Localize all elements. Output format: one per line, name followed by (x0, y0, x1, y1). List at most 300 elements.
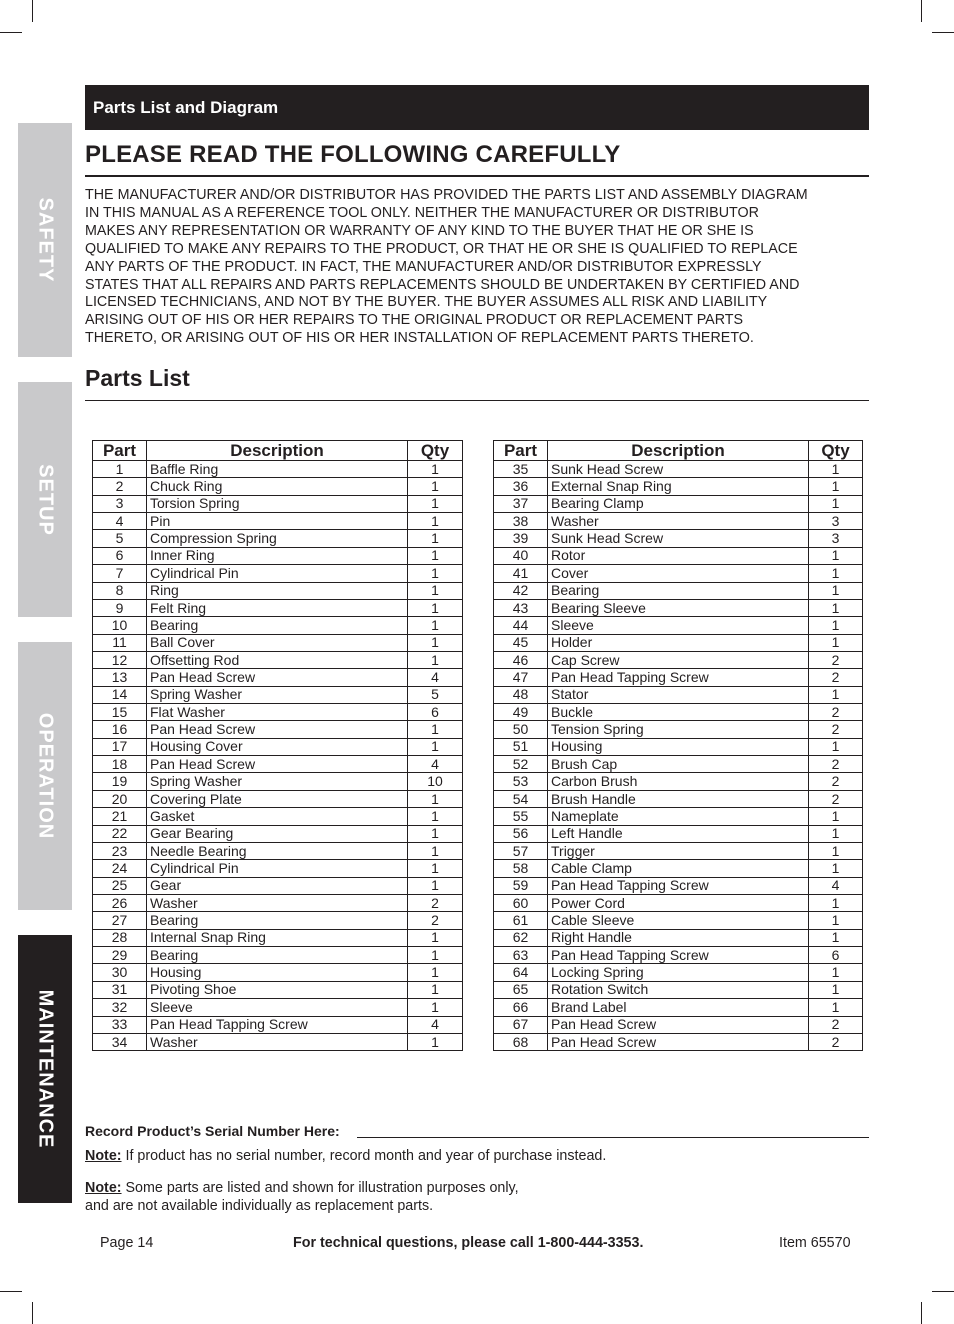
description-cell: Housing (147, 964, 408, 981)
table-row (494, 582, 863, 599)
description-cell: Pivoting Shoe (147, 981, 408, 998)
part-number-cell: 30 (93, 964, 147, 981)
qty-cell: 1 (408, 964, 463, 981)
description-cell: Internal Snap Ring (147, 929, 408, 946)
disclaimer-line: LICENSED TECHNICIANS, AND NOT BY THE BUYER. THE BUYER ASSUMES ALL RISK AND LIABILITY (85, 294, 768, 311)
description-cell: Housing Cover (147, 738, 408, 755)
table-row (93, 773, 463, 790)
table-row (93, 894, 463, 911)
table-row (93, 721, 463, 738)
qty-cell: 1 (809, 999, 863, 1016)
qty-cell: 2 (809, 756, 863, 773)
part-number-cell: 8 (93, 582, 147, 599)
table-row (494, 547, 863, 564)
qty-cell: 1 (408, 1033, 463, 1050)
part-number-cell: 57 (494, 842, 548, 859)
description-cell: Gasket (147, 808, 408, 825)
description-cell: Power Cord (548, 894, 809, 911)
description-cell: Rotor (548, 547, 809, 564)
disclaimer-line: ANY PARTS OF THE PRODUCT. IN FACT, THE MANUFACTURER AND/OR DISTRIBUTOR EXPRESSLY (85, 258, 762, 275)
part-number-cell: 67 (494, 1016, 548, 1033)
qty-cell: 1 (408, 981, 463, 998)
disclaimer-line: THERETO, OR ARISING OUT OF HIS OR HER INSTALLATION OF REPLACEMENT PARTS THERETO. (85, 330, 754, 347)
description-cell: Pin (147, 513, 408, 530)
description-cell: Flat Washer (147, 704, 408, 721)
part-number-cell: 43 (494, 599, 548, 616)
part-number-cell: 1 (93, 461, 147, 478)
tab-operation[interactable] (18, 642, 72, 910)
part-number-cell: 52 (494, 756, 548, 773)
table-row (494, 738, 863, 755)
part-number-cell: 48 (494, 686, 548, 703)
table-row (494, 651, 863, 668)
table-row (93, 617, 463, 634)
description-cell: Gear (147, 877, 408, 894)
parts-list-heading: Parts List (85, 365, 190, 391)
table-row (93, 842, 463, 859)
part-number-cell: 40 (494, 547, 548, 564)
part-number-cell: 64 (494, 964, 548, 981)
column-header-qty: Qty (809, 441, 863, 461)
table-row (93, 964, 463, 981)
description-cell: Covering Plate (147, 790, 408, 807)
part-number-cell: 29 (93, 947, 147, 964)
table-row (494, 495, 863, 512)
table-row (494, 1016, 863, 1033)
qty-cell: 1 (408, 651, 463, 668)
tab-operation-label: OPERATION (34, 712, 57, 840)
note-illustration (85, 1180, 519, 1215)
crop-mark (0, 32, 22, 33)
description-cell: Sleeve (548, 617, 809, 634)
qty-cell: 1 (408, 565, 463, 582)
part-number-cell: 38 (494, 513, 548, 530)
part-number-cell: 32 (93, 999, 147, 1016)
description-cell: Holder (548, 634, 809, 651)
tab-maintenance-label: MAINTENANCE (34, 989, 57, 1149)
part-number-cell: 25 (93, 877, 147, 894)
description-cell: Bearing (147, 947, 408, 964)
description-cell: Stator (548, 686, 809, 703)
qty-cell: 2 (809, 704, 863, 721)
table-row (494, 825, 863, 842)
description-cell: Pan Head Screw (147, 669, 408, 686)
table-row (93, 495, 463, 512)
table-row (494, 513, 863, 530)
description-cell: Pan Head Tapping Screw (548, 669, 809, 686)
part-number-cell: 46 (494, 651, 548, 668)
description-cell: Baffle Ring (147, 461, 408, 478)
note-label: Note: (85, 1148, 122, 1164)
description-cell: Bearing (548, 582, 809, 599)
column-header-description: Description (147, 441, 408, 461)
description-cell: Trigger (548, 842, 809, 859)
part-number-cell: 65 (494, 981, 548, 998)
part-number-cell: 41 (494, 565, 548, 582)
part-number-cell: 49 (494, 704, 548, 721)
qty-cell: 1 (408, 513, 463, 530)
qty-cell: 1 (809, 617, 863, 634)
table-row (93, 634, 463, 651)
qty-cell: 1 (809, 495, 863, 512)
part-number-cell: 39 (494, 530, 548, 547)
qty-cell: 1 (408, 634, 463, 651)
column-header-description: Description (548, 441, 809, 461)
table-row (93, 565, 463, 582)
description-cell: Felt Ring (147, 599, 408, 616)
description-cell: Ring (147, 582, 408, 599)
qty-cell: 3 (809, 530, 863, 547)
part-number-cell: 28 (93, 929, 147, 946)
qty-cell: 2 (809, 773, 863, 790)
qty-cell: 1 (408, 599, 463, 616)
table-row (494, 686, 863, 703)
part-number-cell: 3 (93, 495, 147, 512)
description-cell: Bearing Clamp (548, 495, 809, 512)
description-cell: Rotation Switch (548, 981, 809, 998)
part-number-cell: 24 (93, 860, 147, 877)
section-header-title: Parts List and Diagram (93, 98, 279, 117)
part-number-cell: 21 (93, 808, 147, 825)
qty-cell: 4 (809, 877, 863, 894)
description-cell: Pan Head Screw (548, 1016, 809, 1033)
part-number-cell: 12 (93, 651, 147, 668)
qty-cell: 4 (408, 1016, 463, 1033)
part-number-cell: 60 (494, 894, 548, 911)
description-cell: Pan Head Tapping Screw (548, 877, 809, 894)
part-number-cell: 18 (93, 756, 147, 773)
part-number-cell: 23 (93, 842, 147, 859)
table-row (93, 686, 463, 703)
table-row (93, 478, 463, 495)
part-number-cell: 7 (93, 565, 147, 582)
part-number-cell: 2 (93, 478, 147, 495)
table-row (93, 825, 463, 842)
part-number-cell: 14 (93, 686, 147, 703)
qty-cell: 1 (809, 825, 863, 842)
note-text: If product has no serial number, record month and year of purchase instead. (121, 1148, 607, 1164)
description-cell: Cylindrical Pin (147, 565, 408, 582)
table-row (494, 860, 863, 877)
disclaimer-line: MAKES ANY REPRESENTATION OR WARRANTY OF ANY KIND TO THE BUYER THAT HE OR SHE IS (85, 222, 754, 239)
part-number-cell: 36 (494, 478, 548, 495)
description-cell: Gear Bearing (147, 825, 408, 842)
qty-cell: 1 (809, 686, 863, 703)
note-text: and are not available individually as replacement parts. (85, 1197, 434, 1214)
qty-cell: 2 (408, 912, 463, 929)
table-row (93, 860, 463, 877)
description-cell: Cap Screw (548, 651, 809, 668)
crop-mark (932, 32, 954, 33)
qty-cell: 2 (809, 1016, 863, 1033)
crop-mark (32, 0, 33, 22)
column-header-part: Part (494, 441, 548, 461)
part-number-cell: 56 (494, 825, 548, 842)
qty-cell: 1 (408, 495, 463, 512)
note-text: Some parts are listed and shown for illustration purposes only, (121, 1180, 519, 1196)
table-row (93, 530, 463, 547)
disclaimer-text (85, 187, 869, 348)
table-row (494, 894, 863, 911)
tab-setup-label: SETUP (34, 463, 57, 536)
part-number-cell: 15 (93, 704, 147, 721)
qty-cell: 2 (809, 669, 863, 686)
table-row (494, 669, 863, 686)
part-number-cell: 34 (93, 1033, 147, 1050)
qty-cell: 1 (809, 981, 863, 998)
part-number-cell: 6 (93, 547, 147, 564)
qty-cell: 1 (809, 582, 863, 599)
part-number-cell: 53 (494, 773, 548, 790)
qty-cell: 2 (809, 721, 863, 738)
parts-table-left (92, 440, 463, 1051)
description-cell: Needle Bearing (147, 842, 408, 859)
tab-setup[interactable] (18, 382, 72, 617)
part-number-cell: 61 (494, 912, 548, 929)
column-header-qty: Qty (408, 441, 463, 461)
part-number-cell: 62 (494, 929, 548, 946)
tab-maintenance[interactable] (18, 935, 72, 1203)
table-row (494, 721, 863, 738)
qty-cell: 1 (408, 877, 463, 894)
description-cell: Bearing Sleeve (548, 599, 809, 616)
table-row (93, 738, 463, 755)
part-number-cell: 27 (93, 912, 147, 929)
part-number-cell: 11 (93, 634, 147, 651)
qty-cell: 1 (809, 634, 863, 651)
part-number-cell: 42 (494, 582, 548, 599)
part-number-cell: 59 (494, 877, 548, 894)
table-row (494, 842, 863, 859)
crop-mark (0, 1291, 22, 1292)
qty-cell: 1 (408, 842, 463, 859)
qty-cell: 1 (408, 582, 463, 599)
qty-cell: 4 (408, 669, 463, 686)
description-cell: Chuck Ring (147, 478, 408, 495)
description-cell: Housing (548, 738, 809, 755)
part-number-cell: 17 (93, 738, 147, 755)
table-row (93, 912, 463, 929)
description-cell: Brush Cap (548, 756, 809, 773)
part-number-cell: 37 (494, 495, 548, 512)
description-cell: Locking Spring (548, 964, 809, 981)
table-row (93, 582, 463, 599)
part-number-cell: 9 (93, 599, 147, 616)
table-row (494, 981, 863, 998)
qty-cell: 1 (408, 738, 463, 755)
part-number-cell: 4 (93, 513, 147, 530)
description-cell: Cable Clamp (548, 860, 809, 877)
tab-safety-label: SAFETY (34, 197, 57, 283)
qty-cell: 3 (809, 513, 863, 530)
table-row (93, 790, 463, 807)
qty-cell: 1 (809, 461, 863, 478)
part-number-cell: 58 (494, 860, 548, 877)
description-cell: Cover (548, 565, 809, 582)
table-row (494, 947, 863, 964)
part-number-cell: 26 (93, 894, 147, 911)
table-row (494, 790, 863, 807)
table-row (494, 877, 863, 894)
qty-cell: 10 (408, 773, 463, 790)
table-row (93, 981, 463, 998)
qty-cell: 5 (408, 686, 463, 703)
qty-cell: 1 (809, 565, 863, 582)
qty-cell: 1 (809, 547, 863, 564)
table-row (494, 617, 863, 634)
table-row (494, 704, 863, 721)
description-cell: Compression Spring (147, 530, 408, 547)
qty-cell: 1 (408, 860, 463, 877)
description-cell: Bearing (147, 617, 408, 634)
description-cell: Carbon Brush (548, 773, 809, 790)
table-row (494, 478, 863, 495)
table-row (494, 773, 863, 790)
description-cell: Torsion Spring (147, 495, 408, 512)
qty-cell: 1 (408, 790, 463, 807)
description-cell: Pan Head Tapping Screw (548, 947, 809, 964)
part-number-cell: 16 (93, 721, 147, 738)
crop-mark (932, 1291, 954, 1292)
part-number-cell: 55 (494, 808, 548, 825)
description-cell: Pan Head Screw (147, 756, 408, 773)
part-number-cell: 19 (93, 773, 147, 790)
description-cell: Cylindrical Pin (147, 860, 408, 877)
table-row (93, 461, 463, 478)
qty-cell: 1 (408, 530, 463, 547)
part-number-cell: 50 (494, 721, 548, 738)
table-row (93, 756, 463, 773)
table-row (93, 704, 463, 721)
part-number-cell: 51 (494, 738, 548, 755)
qty-cell: 1 (809, 599, 863, 616)
table-row (494, 1033, 863, 1050)
description-cell: Sunk Head Screw (548, 530, 809, 547)
qty-cell: 1 (809, 842, 863, 859)
qty-cell: 1 (809, 929, 863, 946)
table-row (93, 651, 463, 668)
description-cell: Washer (147, 894, 408, 911)
qty-cell: 1 (809, 964, 863, 981)
qty-cell: 1 (809, 808, 863, 825)
table-row (494, 634, 863, 651)
qty-cell: 1 (408, 947, 463, 964)
description-cell: Washer (147, 1033, 408, 1050)
qty-cell: 1 (408, 547, 463, 564)
description-cell: Pan Head Screw (548, 1033, 809, 1050)
part-number-cell: 22 (93, 825, 147, 842)
description-cell: Spring Washer (147, 773, 408, 790)
table-row (93, 999, 463, 1016)
part-number-cell: 35 (494, 461, 548, 478)
table-row (494, 808, 863, 825)
divider (85, 175, 869, 177)
qty-cell: 1 (809, 912, 863, 929)
part-number-cell: 5 (93, 530, 147, 547)
table-row (494, 461, 863, 478)
description-cell: Spring Washer (147, 686, 408, 703)
note-label: Note: (85, 1180, 122, 1196)
qty-cell: 1 (809, 738, 863, 755)
table-row (93, 929, 463, 946)
disclaimer-line: THE MANUFACTURER AND/OR DISTRIBUTOR HAS PROVIDED THE PARTS LIST AND ASSEMBLY DIAGRAM (85, 187, 808, 203)
qty-cell: 1 (809, 860, 863, 877)
part-number-cell: 63 (494, 947, 548, 964)
qty-cell: 2 (809, 651, 863, 668)
part-number-cell: 13 (93, 669, 147, 686)
column-header-part: Part (93, 441, 147, 461)
table-row (494, 912, 863, 929)
qty-cell: 1 (408, 617, 463, 634)
part-number-cell: 20 (93, 790, 147, 807)
qty-cell: 4 (408, 756, 463, 773)
qty-cell: 1 (408, 825, 463, 842)
part-number-cell: 54 (494, 790, 548, 807)
qty-cell: 6 (809, 947, 863, 964)
parts-table-right (493, 440, 863, 1051)
description-cell: Bearing (147, 912, 408, 929)
part-number-cell: 10 (93, 617, 147, 634)
description-cell: External Snap Ring (548, 478, 809, 495)
description-cell: Buckle (548, 704, 809, 721)
description-cell: Sunk Head Screw (548, 461, 809, 478)
qty-cell: 2 (809, 790, 863, 807)
description-cell: Sleeve (147, 999, 408, 1016)
disclaimer-line: IN THIS MANUAL AS A REFERENCE TOOL ONLY. NEITHER THE MANUFACTURER OR DISTRIBUTOR (85, 204, 759, 221)
qty-cell: 1 (408, 999, 463, 1016)
table-row (93, 877, 463, 894)
table-row (93, 513, 463, 530)
description-cell: Left Handle (548, 825, 809, 842)
tab-safety[interactable] (18, 123, 72, 357)
description-cell: Inner Ring (147, 547, 408, 564)
crop-mark (921, 1302, 922, 1324)
part-number-cell: 44 (494, 617, 548, 634)
serial-number-label: Record Product’s Serial Number Here: (85, 1123, 340, 1139)
qty-cell: 1 (408, 808, 463, 825)
description-cell: Brand Label (548, 999, 809, 1016)
description-cell: Pan Head Tapping Screw (147, 1016, 408, 1033)
description-cell: Ball Cover (147, 634, 408, 651)
qty-cell: 1 (408, 461, 463, 478)
table-row (93, 1033, 463, 1050)
section-header (85, 85, 869, 130)
serial-number-field[interactable] (357, 1137, 869, 1138)
table-row (494, 999, 863, 1016)
qty-cell: 1 (809, 894, 863, 911)
table-row (494, 565, 863, 582)
table-row (494, 929, 863, 946)
description-cell: Washer (548, 513, 809, 530)
table-row (93, 1016, 463, 1033)
description-cell: Brush Handle (548, 790, 809, 807)
disclaimer-line: STATES THAT ALL REPAIRS AND PARTS REPLACEMENTS SHOULD BE UNDERTAKEN BY CERTIFIED AND (85, 276, 800, 293)
description-cell: Nameplate (548, 808, 809, 825)
disclaimer-line: QUALIFIED TO MAKE ANY REPAIRS TO THE PRODUCT, OR THAT HE OR SHE IS QUALIFIED TO REPLACE (85, 240, 798, 257)
table-row (494, 530, 863, 547)
description-cell: Offsetting Rod (147, 651, 408, 668)
divider (85, 400, 869, 401)
qty-cell: 1 (809, 478, 863, 495)
part-number-cell: 45 (494, 634, 548, 651)
part-number-cell: 47 (494, 669, 548, 686)
table-row (93, 669, 463, 686)
table-row (93, 808, 463, 825)
part-number-cell: 31 (93, 981, 147, 998)
disclaimer-line: ARISING OUT OF HIS OR HER REPAIRS TO THE ORIGINAL PRODUCT OR REPLACEMENT PARTS (85, 312, 744, 329)
crop-mark (32, 1302, 33, 1324)
qty-cell: 1 (408, 929, 463, 946)
